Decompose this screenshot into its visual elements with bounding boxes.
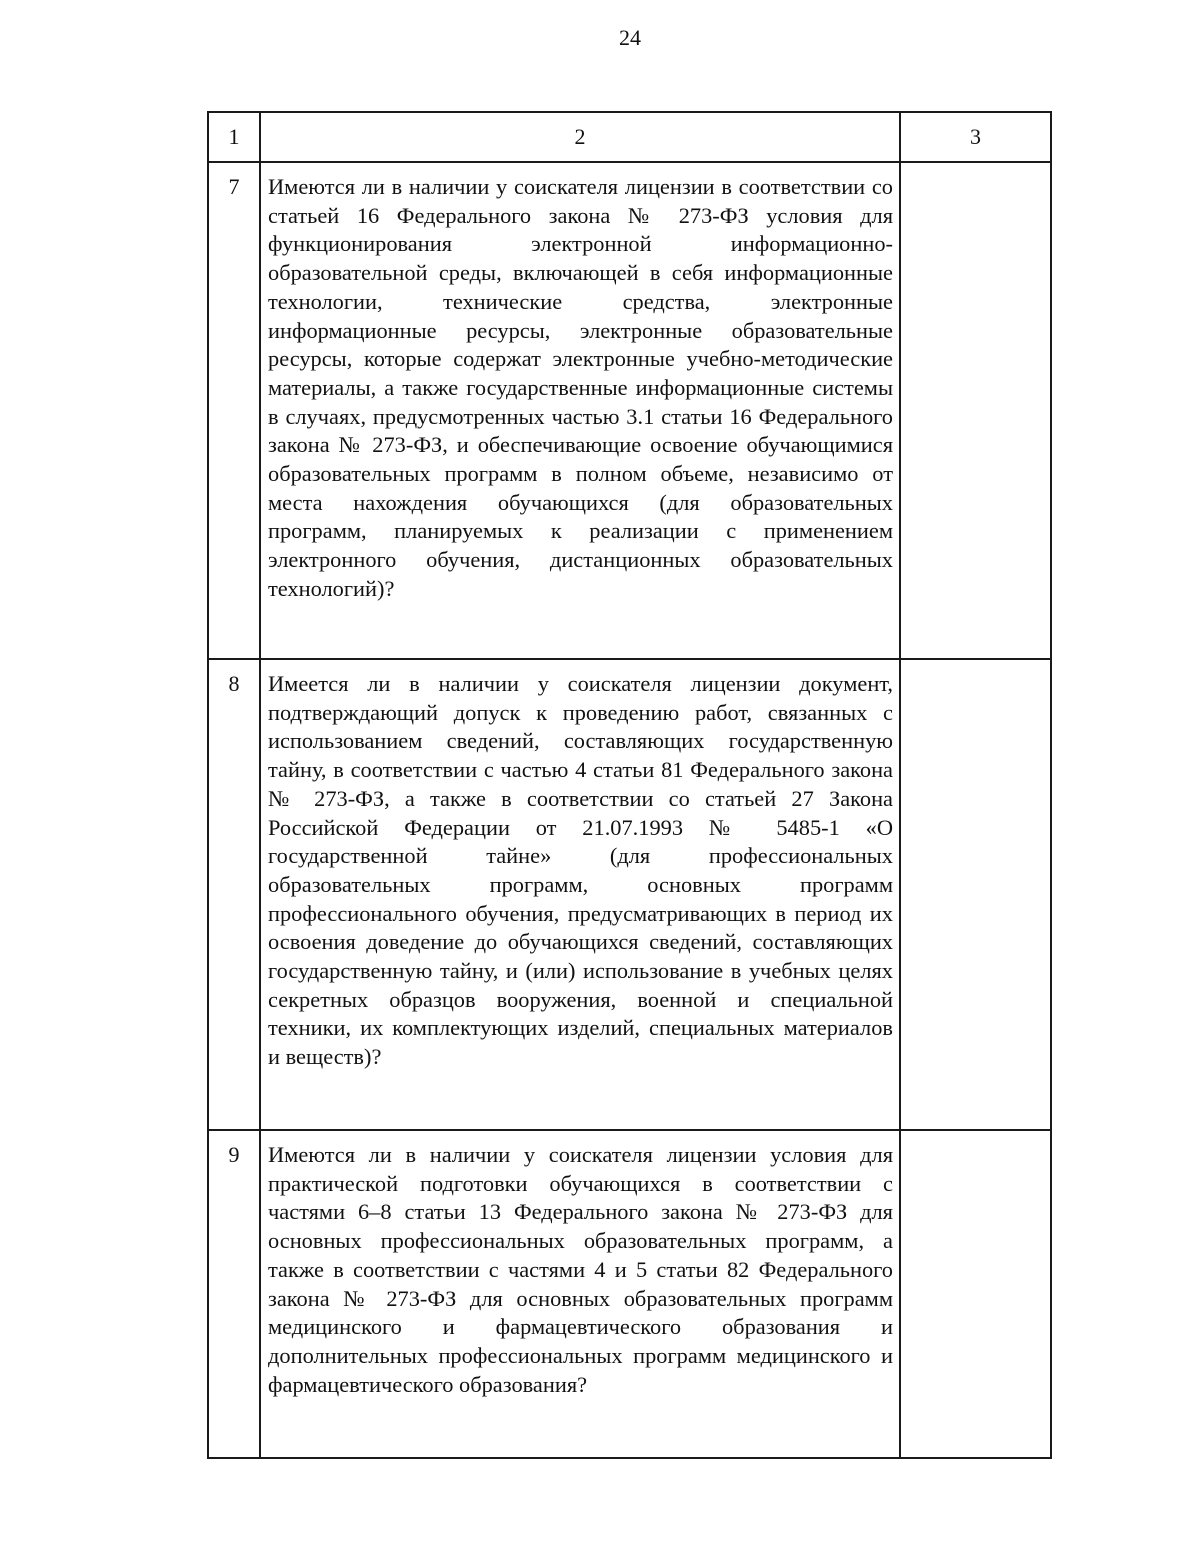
question-cell: [260, 1130, 900, 1458]
table-row: [208, 1130, 1051, 1458]
question-cell: [260, 162, 900, 659]
table-row: [208, 162, 1051, 659]
table-row: [208, 659, 1051, 1130]
table-header-row: [208, 112, 1051, 162]
answer-cell: [900, 659, 1051, 1130]
row-number: 7: [208, 162, 260, 659]
page-number: 24: [619, 25, 641, 50]
column-header-2: 2: [260, 112, 900, 162]
row-number: 9: [208, 1130, 260, 1458]
question-text: Имеется ли в наличии у соискателя лицензии документ, подтверждающий допуск к проведению работ, связанных с использованием сведений, составляющих государственную тайну, в соответствии с частью 4 статьи 81 Федерального закона № 273-ФЗ, а также в соответствии со статьей 27 Закона Российской Федерации от 21.07.1993 № 5485-1 «О государственной тайне» (для профессиональных образовательных программ, основных программ профессионального обучения, предусматривающих в период их освоения доведение до обучающихся сведений, составляющих государственную тайну, и (или) использование в учебных целях секретных образцов вооружения, военной и специальной техники, их комплектующих изделий, специальных материалов и веществ)?: [268, 671, 893, 1070]
question-text: Имеются ли в наличии у соискателя лицензии условия для практической подготовки обучающихся в соответствии с частями 6–8 статьи 13 Федерального закона № 273-ФЗ для основных профессиональных образовательных программ, а также в соответствии с частями 4 и 5 статьи 82 Федерального закона № 273-ФЗ для основных образовательных программ медицинского и фармацевтического образования и дополнительных профессиональных программ медицинского и фармацевтического образования?: [268, 1142, 893, 1397]
question-text: Имеются ли в наличии у соискателя лицензии в соответствии со статьей 16 Федерального закона № 273-ФЗ условия для функционирования электронной информационно-образовательной среды, включающей в себя информационные технологии, технические средства, электронные информационные ресурсы, электронные образовательные ресурсы, которые содержат электронные учебно-методические материалы, а также государственные информационные системы в случаях, предусмотренных частью 3.1 статьи 16 Федерального закона № 273-ФЗ, и обеспечивающие освоение обучающимися образовательных программ в полном объеме, независимо от места нахождения обучающихся (для образовательных программ, планируемых к реализации с применением электронного обучения, дистанционных образовательных технологий)?: [268, 174, 893, 601]
row-number: 8: [208, 659, 260, 1130]
checklist-table: [207, 111, 1052, 1459]
answer-cell: [900, 162, 1051, 659]
column-header-1: 1: [208, 112, 260, 162]
answer-cell: [900, 1130, 1051, 1458]
question-cell: [260, 659, 900, 1130]
column-header-3: 3: [900, 112, 1051, 162]
